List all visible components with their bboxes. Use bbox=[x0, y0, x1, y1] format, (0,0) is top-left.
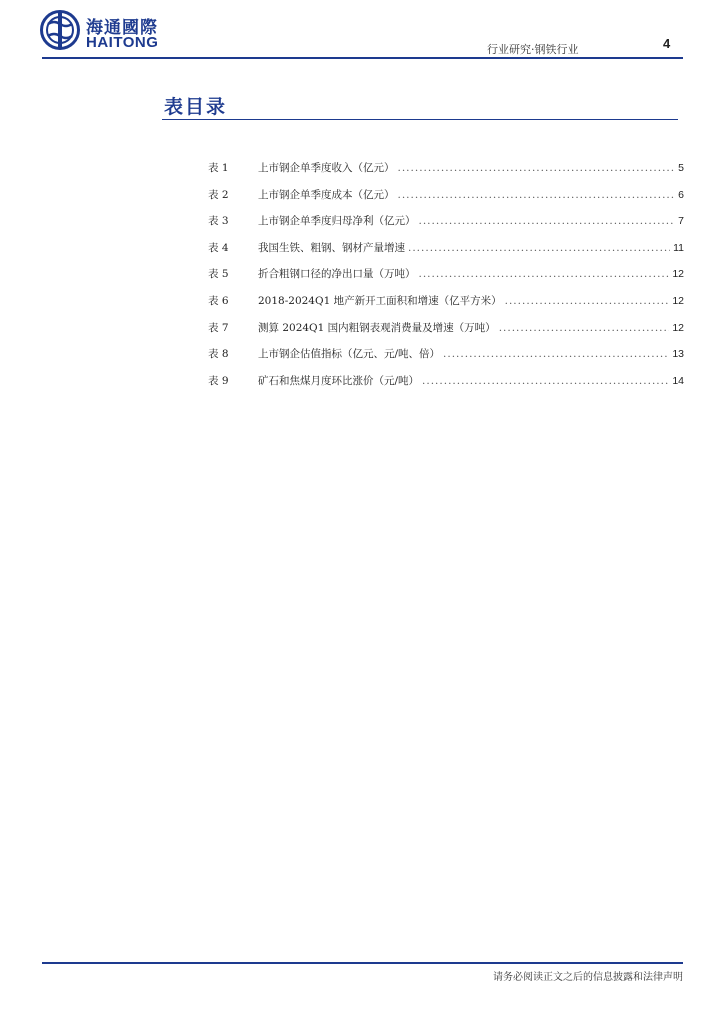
toc-entry-number: 表 7 bbox=[208, 321, 229, 334]
toc-entry-title: 上市钢企估值指标（亿元、元/吨、倍） bbox=[258, 348, 441, 361]
toc-leader-dots bbox=[398, 189, 676, 201]
toc-title-rule bbox=[162, 119, 678, 120]
footer-divider bbox=[42, 962, 683, 964]
toc-entry-page: 12 bbox=[672, 268, 684, 281]
toc-entry[interactable] bbox=[208, 320, 684, 347]
haitong-emblem-icon bbox=[40, 10, 80, 50]
toc-entry[interactable] bbox=[208, 187, 684, 214]
toc-leader-dots bbox=[422, 375, 669, 387]
toc-entry-number: 表 9 bbox=[208, 374, 229, 387]
toc-leader-dots bbox=[505, 295, 670, 307]
toc-entry-page: 12 bbox=[672, 321, 684, 334]
toc-leader-dots bbox=[443, 348, 669, 360]
toc-entry[interactable] bbox=[208, 293, 684, 320]
toc-entry-page: 13 bbox=[672, 348, 684, 361]
toc-entry-page: 11 bbox=[673, 241, 684, 254]
toc-entry-page: 5 bbox=[678, 162, 684, 174]
page-header bbox=[0, 0, 724, 60]
toc-entry-number: 表 3 bbox=[208, 215, 229, 228]
toc-title: 表目录 bbox=[164, 96, 228, 118]
toc-entry-number: 表 6 bbox=[208, 294, 229, 307]
toc-leader-dots bbox=[499, 322, 670, 334]
toc-entry-title: 上市钢企单季度归母净利（亿元） bbox=[258, 215, 416, 228]
toc-entry[interactable] bbox=[208, 266, 684, 293]
toc-leader-dots bbox=[419, 215, 676, 227]
logo-english-text: HAITONG bbox=[86, 34, 159, 51]
toc-entry-page: 12 bbox=[672, 294, 684, 307]
toc-leader-dots bbox=[398, 162, 676, 174]
toc-leader-dots bbox=[408, 242, 670, 254]
toc-entry-page: 6 bbox=[678, 188, 684, 201]
haitong-logo bbox=[40, 10, 180, 52]
page-number: 4 bbox=[663, 36, 671, 51]
toc-entry-page: 14 bbox=[672, 374, 684, 387]
toc-entry-title: 2018-2024Q1 地产新开工面积和增速（亿平方米） bbox=[258, 294, 502, 307]
toc-entry-page: 7 bbox=[678, 215, 684, 228]
toc-entry-title: 上市钢企单季度成本（亿元） bbox=[258, 188, 395, 201]
header-divider bbox=[42, 57, 683, 59]
toc-entry[interactable] bbox=[208, 240, 684, 267]
toc-entry[interactable] bbox=[208, 213, 684, 240]
logo-chinese-text: 海通國際 bbox=[86, 18, 158, 38]
header-subtitle: 行业研究·钢铁行业 bbox=[487, 43, 579, 56]
footer-disclaimer: 请务必阅读正文之后的信息披露和法律声明 bbox=[493, 972, 683, 983]
toc-entry-number: 表 2 bbox=[208, 188, 229, 201]
toc-entry-number: 表 4 bbox=[208, 241, 229, 254]
toc-entry-title: 我国生铁、粗钢、钢材产量增速 bbox=[258, 241, 405, 254]
toc-entry-number: 表 8 bbox=[208, 348, 229, 361]
toc-entry-title: 上市钢企单季度收入（亿元） bbox=[258, 162, 395, 174]
toc-entry-title: 矿石和焦煤月度环比涨价（元/吨） bbox=[258, 374, 420, 387]
toc-entry[interactable] bbox=[208, 373, 684, 400]
toc-leader-dots bbox=[419, 268, 670, 280]
toc-entry-title: 折合粗钢口径的净出口量（万吨） bbox=[258, 268, 416, 281]
toc-entry[interactable] bbox=[208, 160, 684, 187]
toc-entry-title: 测算 2024Q1 国内粗钢表观消费量及增速（万吨） bbox=[258, 321, 496, 334]
toc-entry[interactable] bbox=[208, 346, 684, 373]
toc-entry-number: 表 5 bbox=[208, 268, 229, 281]
toc-entry-number: 表 1 bbox=[208, 162, 229, 174]
toc-list bbox=[208, 160, 684, 399]
